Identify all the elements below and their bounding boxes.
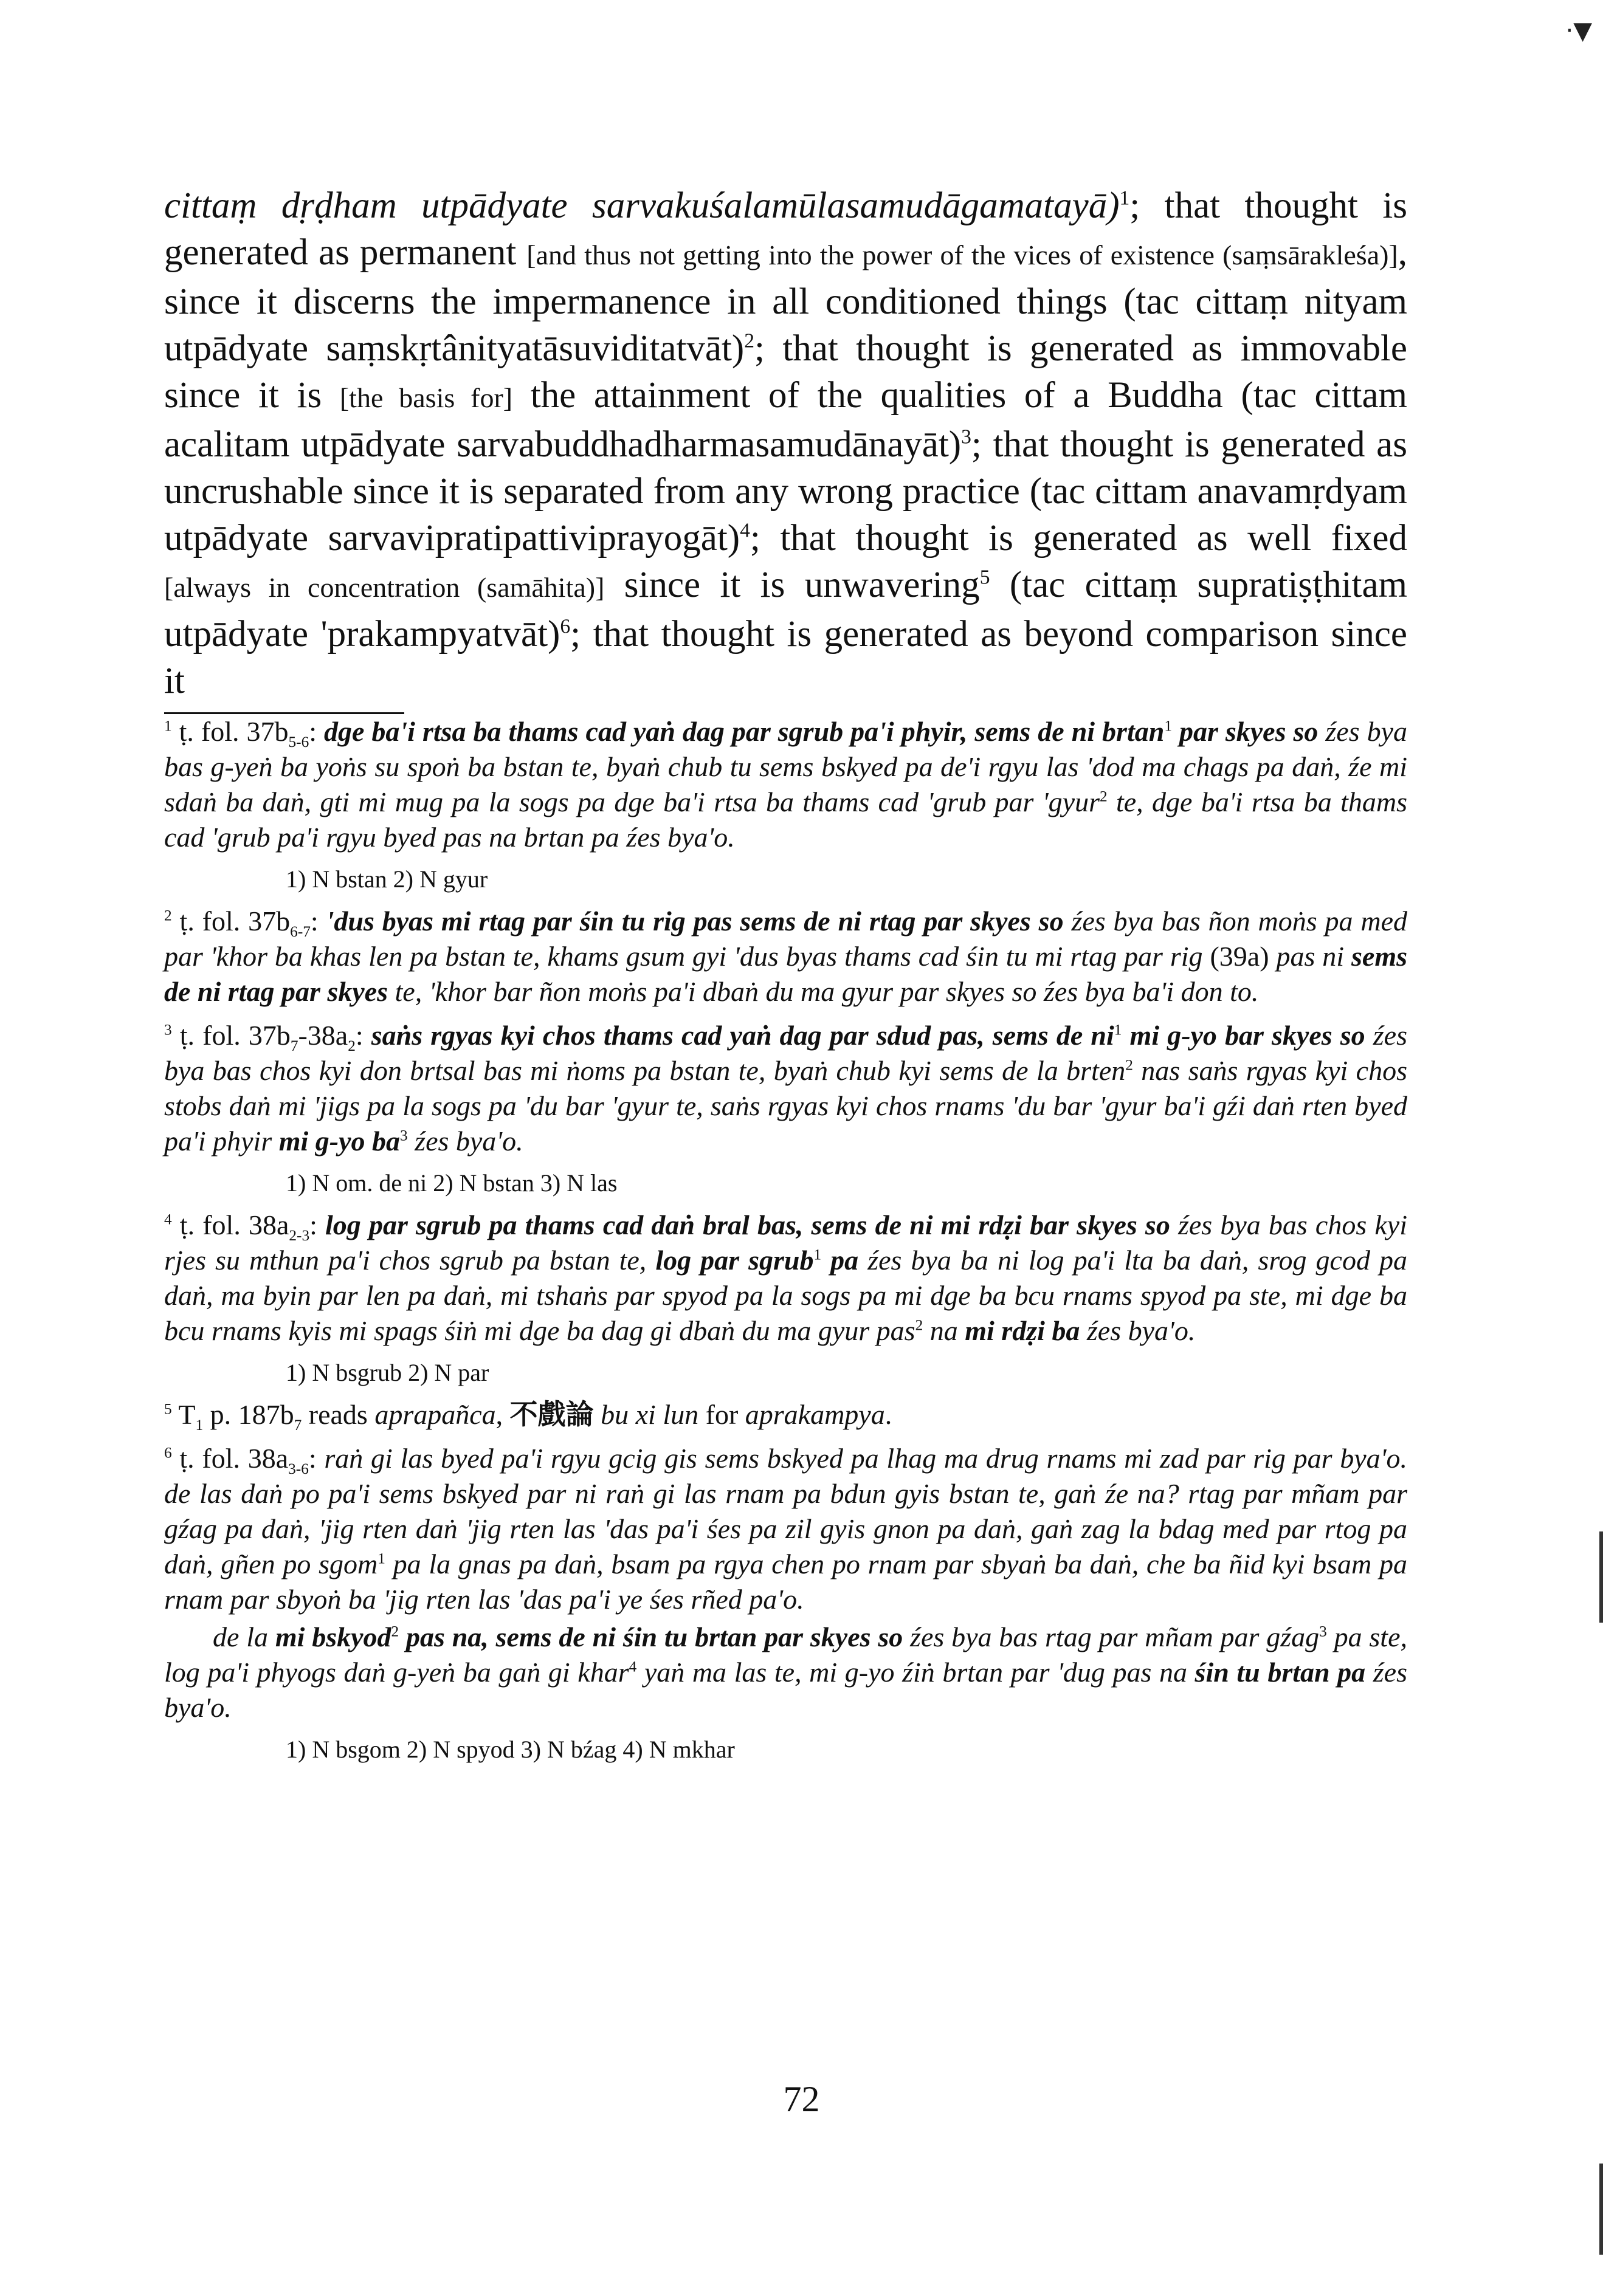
main-paragraph: cittaṃ dṛḍham utpādyate sarvakuśalamūlasamudāgamatayā)$^1$; that thought is generated as permanent [and thus not getting into the power of the vices of existence (saṃsārakleśa)], since it discerns the impermanence in all conditioned things (tac cittaṃ nityam utpādyate saṃskṛtânityatāsuviditatvāt)$^2$; that thought is generated as immovable since it is [the basis for] the attainment of the qualities of a Buddha (tac cittam acalitam utpādyate sarvabuddhadharmasamudānayāt)$^3$; that thought is generated as uncrushable since it is separated from any wrong practice (tac cittam anavamṛdyam utpādyate sarvavipratipattiviprayogāt)$^4$; that thought is generated as well fixed [always in concentration (samāhita)] since it is unwavering$^5$ (tac cittaṃ supratiṣṭhitam utpādyate 'prakampyatvāt)$^6$; that thought is generated as beyond comparison since it	[164, 185, 1408, 701]
main-text	[164, 182, 1407, 704]
footnote-3-variants: 1) N om. de ni 2) N bstan 3) N las	[286, 1169, 618, 1197]
footnote-1: $^1$ ṭ. fol. $37b_{5-6}$: dge ba'i rtsa ba thams cad yaṅ dag par sgrub pa'i phyir, sems de ni brtan$^1$ par skyes so źes bya bas g-yeṅ ba yoṅs su spoṅ ba bstan te, byaṅ chub tu sems bskyed pa de'i rgyu las 'dod ma chags pa daṅ, źe mi sdaṅ ba daṅ, gti mi mug pa la sogs pa dge ba'i rtsa ba thams cad 'grub par 'gyur$^2$ te, dge ba'i rtsa ba thams cad 'grub pa'i rgyu byed pas na brtan pa źes bya'o.	[164, 716, 1407, 853]
scan-edge-mark	[1599, 2164, 1603, 2255]
footnote-5: $^5$ $T_1$ p. $187b_7$ reads aprapañca, 不戲論 bu xi lun for aprakampya.	[164, 1399, 892, 1434]
footnote-4: $^4$ ṭ. fol. $38a_{2-3}$: log par sgrub pa thams cad daṅ bral bas, sems de ni mi rdẓi bar skyes so źes bya bas chos kyi rjes su mthun pa'i chos sgrub pa bstan te, log par sgrub$^1$ pa źes bya ba ni log pa'i lta ba daṅ, srog gcod pa daṅ, ma byin par len pa daṅ, mi tshaṅs par spyod pa la sogs pa mi dge ba bcu rnams spyod pa ste, mi dge ba bcu rnams kyis mi spags śiṅ mi dge ba dag gi dbaṅ du ma gyur pas$^2$ na mi rdẓi ba źes bya'o.	[164, 1209, 1407, 1346]
footnote-6: $^6$ ṭ. fol. $38a_{3-6}$: raṅ gi las byed pa'i rgyu gcig gis sems bskyed pa lhag ma drug rnams mi zad par rig par bya'o. de las daṅ po pa'i sems bskyed par ni raṅ gi las rnam pa bdun gyis bstan te, gaṅ źe na? rtag par mñam par gźag pa daṅ, 'jig rten daṅ 'jig rten las 'das pa'i śes pa zil gyis gnon pa daṅ, gaṅ zag la bdag med par rtog pa daṅ, gñen po sgom$^1$ pa la gnas pa daṅ, bsam pa rgya chen po rnam par sbyaṅ ba daṅ, che ba ñid kyi bsam pa rnam par sbyoṅ ba 'jig rten las 'das pa'i ye śes rñed pa'o.	[164, 1443, 1408, 1615]
footnotes	[164, 714, 1407, 1774]
footnote-3: $^3$ ṭ. fol. $37b_7-38a_2$: saṅs rgyas kyi chos thams cad yaṅ dag par sdud pas, sems de $ni^1$ mi g-yo bar skyes so źes bya bas chos kyi don brtsal bas mi ṅoms pa bstan te, byaṅ chub kyi sems de la brten$^2$ nas saṅs rgyas kyi chos stobs daṅ mi 'jigs pa la sogs pa 'du bar 'gyur te, saṅs rgyas kyi chos rnams 'du bar 'gyur ba'i gźi daṅ rten byed pa'i phyir mi g-yo $ba^3$ źes bya'o.	[164, 1020, 1407, 1157]
footnote-1-variants: 1) N bstan 2) N gyur	[286, 865, 488, 893]
footnote-6-variants: 1) N bsgom 2) N spyod 3) N bźag 4) N mkhar	[286, 1736, 735, 1763]
footnote-6-continued: de la mi bskyod$^2$ pas na, sems de ni śin tu brtan par skyes so źes bya bas rtag par mñam par gźag$^3$ pa ste, log pa'i phyogs daṅ g-yeṅ ba gaṅ gi khar$^4$ yaṅ ma las te, mi g-yo źiṅ brtan par 'dug pas na śin tu brtan pa źes bya'o.	[164, 1621, 1407, 1723]
footnote-4-variants: 1) N bsgrub 2) N par	[286, 1359, 489, 1386]
page-number: 72	[783, 2079, 820, 2119]
scan-corner-mark: ·▼	[1565, 17, 1592, 45]
scan-edge-mark	[1599, 1531, 1603, 1623]
footnote-2: $^2$ ṭ. fol. $37b_{6-7}$: 'dus byas mi rtag par śin tu rig pas sems de ni rtag par skyes so źes bya bas ñon moṅs pa med par 'khor ba khas len pa bstan te, khams gsum gyi 'dus byas thams cad śin tu mi rtag par rig (39a) pas ni sems de ni rtag par skyes te, 'khor bar ñon moṅs pa'i dbaṅ du ma gyur par skyes so źes bya ba'i don to.	[164, 906, 1408, 1007]
